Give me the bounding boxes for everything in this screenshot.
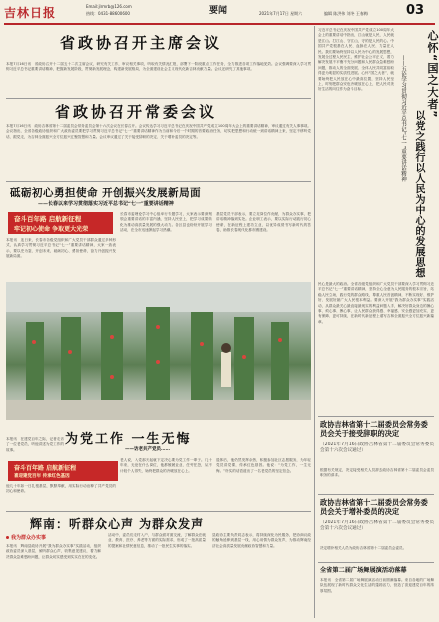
editors: 编辑 陈洪伟 刘冬 王春梅 xyxy=(324,11,368,16)
headline-huinan: 辉南：听群众心声 为群众发声 xyxy=(30,517,205,531)
square-dance-body: 本报讯 全省第二届广场舞展演活动日前圆满落幕。来自各地的广场舞队伍展现了新时代群众文化生活的蓬勃活力，营造了喜迎建党百年的浓厚氛围。 xyxy=(320,578,434,593)
article-initial-mission-col1: 本报讯 连日来，长春市各级党组织和广大党员干部群众通过多种形式，认真学习贯彻习近平总书记“七一”重要讲话精神，大家一致表示，要以史为鉴、开创未来，砥砺初心、勇担使命，奋力开创振兴发展新局面。 xyxy=(6,238,116,259)
decision-add-members-body: 决定增补相关人员为政协吉林省第十二届委员会委员。 xyxy=(320,546,407,550)
article-veteran-col1: 本报讯 在建党百年之际，记者走访了一位老党员，听他讲述为党工作的故事。 xyxy=(6,437,64,452)
page-number: 03 xyxy=(406,3,425,18)
headline-work-for-party: 为党工作 一生无悔 xyxy=(65,432,192,447)
rule-2 xyxy=(6,181,311,182)
bullet-icon xyxy=(6,536,9,539)
rule-3 xyxy=(6,511,311,512)
headline-standing-committee: 省政协召开常委会议 xyxy=(55,103,218,121)
rule-bottom xyxy=(318,562,434,563)
article-huinan-col3: 县政协主要负责同志表示，将持续深化为民服务，把协商议政的触角延伸到基层一线，用心用情为群众发声，为推动辉南经济社会高质量发展贡献政协智慧和力量。 xyxy=(212,533,311,548)
banner-1-line2: 牢记初心使命 争取更大光荣 xyxy=(14,225,89,233)
banner-2-line2: 喜迎建党百年 传承红色基因 xyxy=(14,474,70,479)
headline-chairman-meeting: 省政协召开主席会议 xyxy=(60,34,223,52)
decision-resignation-title: 政协吉林省第十二届委员会常务委员会关于接受辞职的决定 xyxy=(320,420,428,438)
decision-resignation-text: （2021年7月16日政协吉林省第十二届委员会常务委员会第十六次会议通过） xyxy=(320,442,434,453)
commentary-body-bottom: 民心是最大的政治。全省各级党组织和广大党员干部要深入学习贯彻习近平总书记“七一”重要讲话精神，坚持全心全意为人民服务的根本宗旨，站稳人民立场，践行党的群众路线，尊重人民首创精神，不断实现好、维护好、发展好最广大人民根本利益。要深入开展“我为群众办实事”实践活动，从群众最关心最直接最现实的利益问题入手，解决好群众身边的操心事、烦心事、揪心事，让人民群众获得感、幸福感、安全感更加充实、更有保障、更可持续，在新时代新征程上谱写吉林全面振兴全方位振兴新篇章。 xyxy=(318,282,434,324)
header-rule xyxy=(4,23,435,25)
column-divider xyxy=(314,26,315,618)
phone: 热线：0431-88600600 xyxy=(86,11,130,16)
decision-add-members-text: （2021年7月16日政协吉林省第十二届委员会常务委员会第十六次会议通过） xyxy=(320,520,434,531)
banner-2-line1: 奋斗百年路 启航新征程 xyxy=(14,465,77,472)
banner-1-line1: 奋斗百年路 启航新征程 xyxy=(14,214,82,223)
banner-centennial-1 xyxy=(8,212,113,234)
greenhouse-illustration xyxy=(6,282,311,420)
email: Email:jlrmrb@126.com xyxy=(86,4,132,9)
banner-centennial-2 xyxy=(8,461,118,481)
article-initial-mission-col3: 基层党员干部表示，要立足岗位作贡献，为群众办实事，把讲话精神落到实处。企业职工表示，要以实际行动践行初心使命，在新征程上建功立业，以优异成绩书写新时代的答卷，助推长春现代化都市圈建设。 xyxy=(216,212,311,233)
decision-resignation-body: 根据有关规定，决定接受相关人员辞去政协吉林省第十二届委员会委员职务的请求。 xyxy=(320,468,434,478)
article-veteran-col2: 他几十年如一日扎根基层，默默奉献，用实际行动诠释了共产党员的初心和使命。 xyxy=(6,484,116,494)
commentary-title-2: 以党之践行以人民为中心的发展思想 xyxy=(413,110,424,278)
photo-greenhouse xyxy=(6,282,311,420)
commentary-subtitle: ——五论学习贯彻习近平总书记“七一”重要讲话精神 xyxy=(400,55,406,182)
newspaper-logo: 吉林日报 xyxy=(4,6,57,20)
article-standing-committee: 本报7月16日讯 政协吉林省第十二届委员会常务委员会第十六次会议在长春召开。会议传达学习习近平总书记在庆祝中国共产党成立100周年大会上的重要讲话精神，审议通过有关人事事项。会议指出，全省各级政协组织和广大政协委员要把学习贯彻习近平总书记“七一”重要讲话精神作为当前和今后一个时期的首要政治任务，切实把思想和行动统一到讲话精神上来，坚定不移听党话、跟党走，为吉林全面振兴全方位振兴汇聚智慧和力量。会议审议通过了关于接受辞职的决定、关于增补委员的决定等。 xyxy=(6,124,311,139)
banner-serve-people xyxy=(6,533,86,542)
article-veteran-col4: 退休后，他仍然发挥余热，积极参加社区志愿服务，为年轻党员讲党课，传承红色基因。他说：“为党工作，一生无悔。”朴实的话语道出了一名老党员的坚定信念。 xyxy=(216,458,311,473)
commentary-title-1: 心怀“国之大者” xyxy=(426,30,439,119)
article-huinan-col2: 活动中，委员们走村入户，与群众面对面交流，了解群众在就业、教育、医疗、养老等方面的实际需求，形成了一批高质量的提案和社情民意信息，推动了一批民生实事的落实。 xyxy=(108,533,206,548)
headline-initial-mission: 砥砺初心勇担使命 开创振兴发展新局面 xyxy=(10,187,202,199)
article-chairman-meeting: 本报7月16日讯 省政协召开十二届五十二次主席会议，研究有关工作，审议相关事项，听取有关情况汇报，部署下一阶段重点工作任务，全力推进各项工作落地见效。会议强调要深入学习贯彻习近平总书记重要讲话精神，把握新发展阶段，贯彻新发展理念，构建新发展格局，为全面建设社会主义现代化新吉林贡献力量。会议还研究了其他事项。 xyxy=(6,62,311,72)
decision-add-members-title: 政协吉林省第十二届委员会常务委员会关于增补委员的决定 xyxy=(320,498,428,516)
rule-box1 xyxy=(318,416,434,417)
article-huinan-col1: 本报讯 辉南县政协开展“我为群众办实事”实践活动，组织政协委员深入基层，倾听群众心声，收集意见建议，着力解决群众急难愁盼问题，让群众切实感受到实实在在的变化。 xyxy=(6,544,101,559)
subhead-initial-mission: ——长春以来学习贯彻落实习近平总书记“七一”重要讲话精神 xyxy=(38,201,174,207)
commentary-body-top: 习近平总书记在庆祝中国共产党成立100周年大会上的重要讲话中指出，江山就是人民，人民就是江山。打江山、守江山，守的是人民的心。中国共产党根基在人民、血脉在人民、力量在人民。我们要始终坚持以人民为中心的发展思想，发展全过程人民民主，维护社会公平正义，着力解决发展不平衡不充分问题和人民群众急难愁盼问题，推动人的全面发展、全体人民共同富裕取得更为明显的实质性进展。心怀“国之大者”，就要始终把人民放在心中最高位置，坚持人民至上，时刻把群众安危冷暖放在心上，把人民对美好生活的向往作为奋斗目标。 xyxy=(318,28,394,92)
square-dance-title: 全省第二届广场舞展演活动落幕 xyxy=(320,567,407,574)
rule-box2 xyxy=(318,494,434,495)
section-name: 要闻 xyxy=(209,6,228,16)
rule-1 xyxy=(6,98,311,99)
masthead xyxy=(4,3,435,25)
issue-date: 2021年7月17日 星期六 xyxy=(259,11,303,16)
subhead-work-for-party: ——访老共产党员…… xyxy=(125,447,170,452)
banner-3-text: 我为群众办实事 xyxy=(11,535,47,541)
article-initial-mission-col2: 长春市委理论学习中心组举行专题学习，大家表示要深刻领会重要讲话的丰富内涵，坚持人民至上，把学习成果转化为推动高质量发展的强大动力。各区县也纷纷开展学习活动，在全市迅速掀起学习热潮。 xyxy=(120,212,212,233)
article-veteran-col3: 老人说，入党那天起就下定决心要为党工作一辈子。几十年来，无论在什么岗位，他都兢兢业业、任劳任怨，从不计较个人得失，始终把群众的冷暖放在心上。 xyxy=(120,458,212,473)
